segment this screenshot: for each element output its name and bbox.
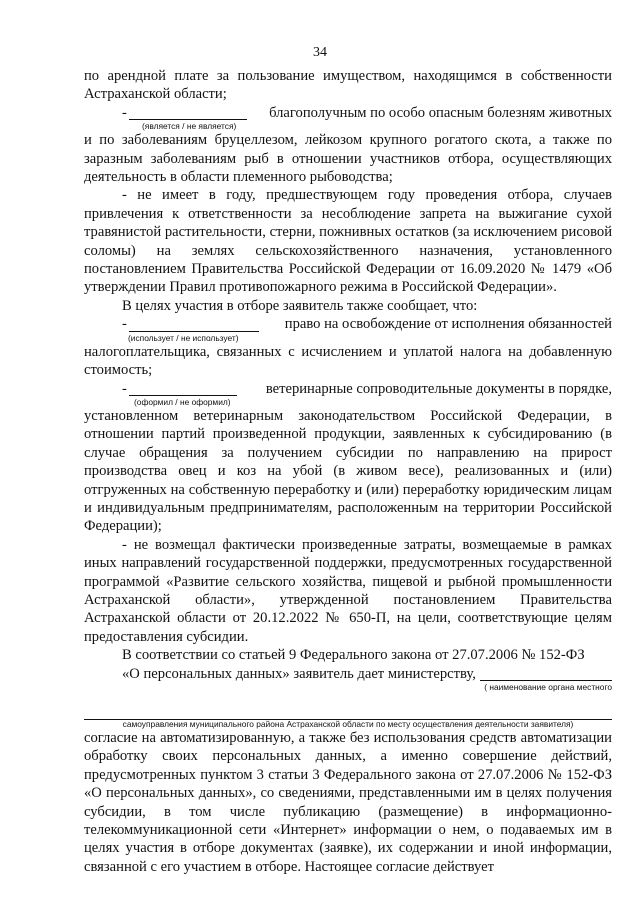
hint-body-name: ( наименование органа местного	[484, 682, 612, 692]
paragraph-rent: по арендной плате за пользование имуществом, находящимся в собственности Астраханской области;	[84, 68, 612, 103]
fill-row-text: «О персональных данных» заявитель дает министерству,	[122, 665, 476, 682]
list-dash: -	[122, 380, 127, 397]
blank-body-name-continued	[84, 692, 612, 720]
fill-row-text: право на освобождение от исполнения обязанностей	[284, 316, 612, 333]
paragraph-fire-safety: - не имеет в году, предшествующем году проведения отбора, случаев привлечения к ответственности за несоблюдение запрета на выжигание сухой травянистой растительности, стерни, пожнивных остатков (за исключением рисовой соломы) на землях сельскохозяйственного назначения, установленного постановлением Правительства Российской Федерации от 16.09.2020 № 1479 «Об утверждении Правил противопожарного режима в Российской Федерации».	[84, 187, 612, 296]
list-dash: -	[122, 104, 127, 121]
blank-body-name	[480, 666, 612, 681]
hint-body-name-continued: самоуправления муниципального района Астраханской области по месту осуществления деятельности заявителя)	[122, 719, 574, 729]
paragraph-vat: налогоплательщика, связанных с исчислением и уплатой налога на добавленную стоимость;	[84, 343, 612, 379]
blank-is-or-not	[129, 105, 247, 120]
blank-issued-or-not	[129, 381, 237, 396]
paragraph-consent: согласие на автоматизированную, а также без использования средств автоматизации обработку своих персональных данных, а именно совершение действий, предусмотренных пунктом 3 статьи 3 Федерального закона от 27.07.2006 № 152-ФЗ «О персональных данных», со сведениями, представленными им в целях получения субсидии, в том числе публикацию (размещение) в информационно-телекоммуникационной сети «Интернет» информации о нем, о подаваемых им в целях участия в отборе документах (заявке), их содержании и иной информации, связанной с его участием в отборе. Настоящее согласие действует	[84, 730, 612, 875]
page-number: 34	[313, 45, 327, 60]
fill-row-wellbeing	[84, 104, 612, 122]
fill-row-text: благополучным по особо опасным болезням животных	[269, 104, 612, 121]
hint-is-or-not: (является / не является)	[142, 121, 237, 132]
paragraph-no-reimbursement: - не возмещал фактически произведенные затраты, возмещаемые в рамках иных направлений государственной поддержки, предусмотренных государственной программой «Развитие сельского хозяйства, пищевой и рыбной промышленности Астраханской области», утвержденной постановлением Правительства Астраханской области от 20.12.2022 № 650-П, на цели, соответствующие целям предоставления субсидии.	[84, 536, 612, 645]
paragraph-personal-data-law: В соответствии со статьей 9 Федерального закона от 27.07.2006 № 152-ФЗ	[122, 647, 585, 664]
fill-row-ministry	[84, 665, 612, 683]
fill-row-vet-docs	[84, 380, 612, 398]
blank-uses-or-not	[129, 317, 259, 332]
list-dash: -	[122, 316, 127, 333]
paragraph-vet-legislation: установленном ветеринарным законодательством Российской Федерации, в отношении партий произведенной продукции, заявленных к субсидированию (в случае обращения за получением субсидии по направлению на прирост производства овец и коз на убой (в живом весе), реализованных и (или) отгруженных на собственную переработку и (или) переработку юридическим лицам и индивидуальным предпринимателям, расположенным на территории Российской Федерации);	[84, 407, 612, 535]
fill-row-text: ветеринарные сопроводительные документы в порядке,	[265, 380, 612, 397]
document-body	[84, 67, 612, 876]
hint-uses-or-not: (использует / не использует)	[128, 332, 239, 343]
paragraph-also-reports: В целях участия в отборе заявитель также сообщает, что:	[122, 297, 478, 314]
paragraph-diseases: и по заболеваниям бруцеллезом, лейкозом крупного рогатого скота, а также по заразным заболеваниям рыб в отношении участников отбора, осуществляющих деятельность в области племенного рыбоводства;	[84, 132, 612, 186]
fill-row-vat	[84, 315, 612, 333]
hint-issued-or-not: (оформил / не оформил)	[134, 396, 231, 407]
